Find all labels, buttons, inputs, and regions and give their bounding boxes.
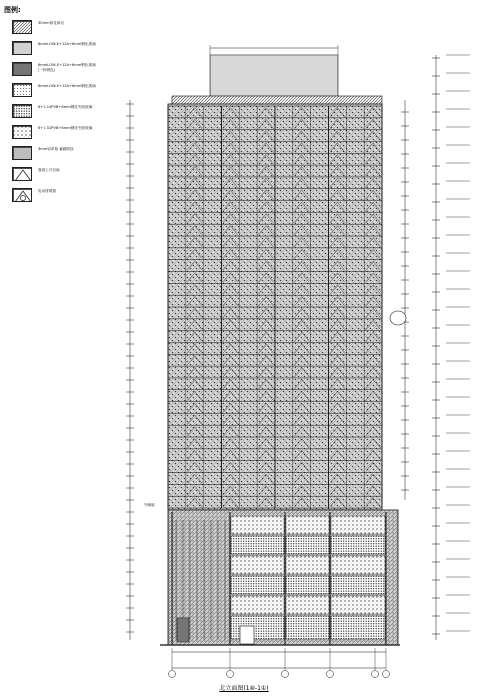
axis-bubble bbox=[227, 671, 234, 678]
entrance-door bbox=[240, 626, 254, 644]
podium-panel bbox=[286, 576, 329, 594]
axis-bubble bbox=[327, 671, 334, 678]
podium-panel bbox=[231, 556, 284, 574]
podium-panel bbox=[286, 596, 329, 614]
podium-panel bbox=[331, 536, 385, 554]
note-label: 外飘墙 bbox=[144, 503, 155, 507]
legend-label: 6mmLOW-E+12A+6mm钢化玻璃 bbox=[38, 84, 96, 88]
podium-panel bbox=[286, 556, 329, 574]
axis-bubble bbox=[282, 671, 289, 678]
podium-panel bbox=[231, 596, 284, 614]
axis-bubble bbox=[169, 671, 176, 678]
legend-label: 电动排烟窗 bbox=[38, 189, 56, 193]
drawing-title: 北立面图(1⑩-1①) bbox=[219, 685, 269, 692]
podium-panel bbox=[331, 596, 385, 614]
callout-marker bbox=[390, 311, 406, 325]
podium-panel bbox=[231, 576, 284, 594]
legend-label-secondary: (一种颜色) bbox=[38, 68, 56, 72]
legend-label: 6mmLOW-E+12A+6mm钢化玻璃 bbox=[38, 42, 96, 46]
legend-label: 3mm铝单板 氟碳喷涂 bbox=[38, 147, 74, 151]
legend-label: 6mmLOW-E+12A+6mm钢化玻璃 bbox=[38, 63, 96, 67]
roof-crown bbox=[210, 55, 338, 97]
legend-title: 图例: bbox=[4, 6, 21, 14]
podium-panel bbox=[331, 616, 385, 639]
podium-panel bbox=[231, 516, 284, 534]
grid-axes bbox=[169, 648, 390, 678]
podium-panel bbox=[286, 516, 329, 534]
podium-panels bbox=[172, 512, 386, 645]
podium-panel bbox=[286, 616, 329, 639]
legend-label: 6+1.14PVB+6mm钢化夹胶玻璃 bbox=[38, 105, 93, 109]
podium-panel bbox=[231, 536, 284, 554]
right-dimension-column bbox=[401, 55, 470, 634]
legend-label: 30mm厚花岗岩 bbox=[38, 21, 64, 25]
service-door bbox=[177, 618, 189, 642]
legend-label: 窗洞上开启扇 bbox=[38, 168, 60, 172]
podium-panel bbox=[331, 516, 385, 534]
legend-label: 6+1.52PVB+6mm钢化夹胶玻璃 bbox=[38, 126, 93, 130]
podium-panel bbox=[231, 616, 284, 639]
podium-panel bbox=[331, 576, 385, 594]
axis-bubble bbox=[372, 671, 379, 678]
axis-bubble bbox=[383, 671, 390, 678]
podium-panel bbox=[286, 536, 329, 554]
podium-panel bbox=[331, 556, 385, 574]
